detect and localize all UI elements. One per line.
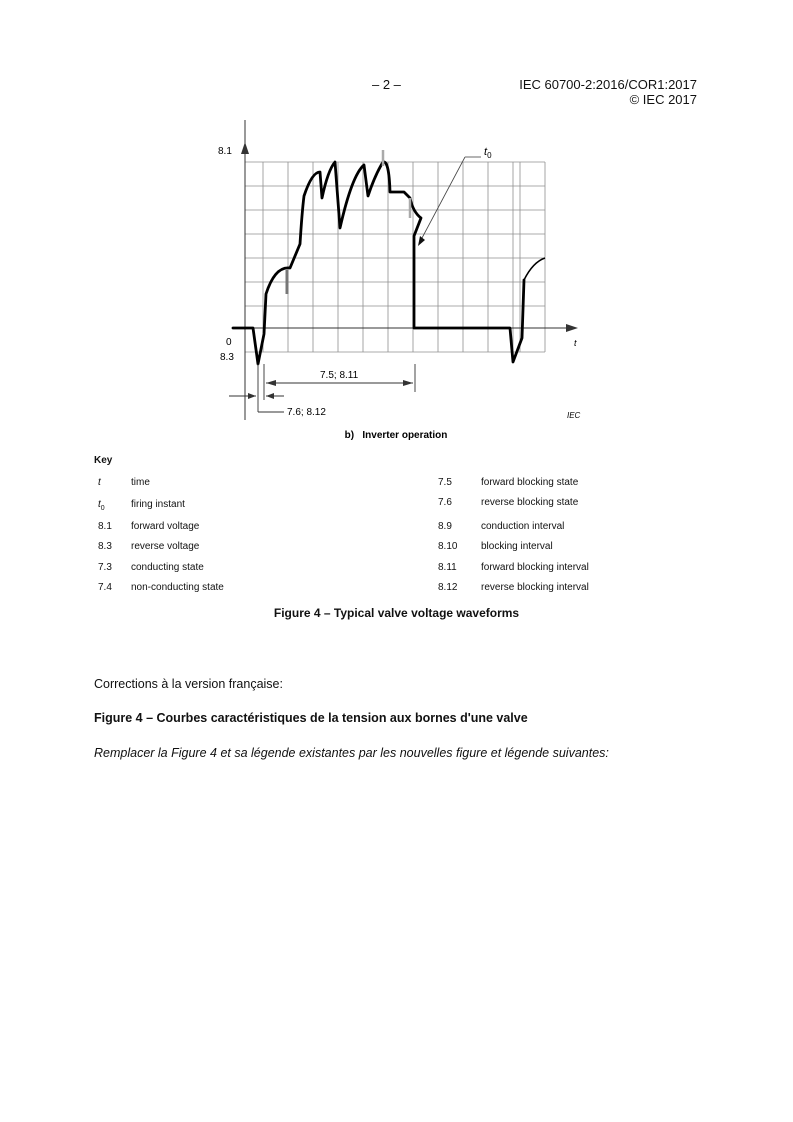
key-description: forward blocking interval bbox=[481, 562, 589, 573]
key-item bbox=[131, 476, 150, 490]
key-description: firing instant bbox=[131, 499, 185, 510]
key-description: forward voltage bbox=[131, 521, 200, 532]
key-item bbox=[481, 476, 578, 490]
key-item bbox=[438, 540, 457, 554]
reverse-interval-label: 7.6; 8.12 bbox=[287, 407, 326, 418]
key-item bbox=[131, 498, 185, 512]
figure-caption: Figure 4 – Typical valve voltage waveforms bbox=[273, 606, 520, 620]
key-description: conduction interval bbox=[481, 521, 565, 532]
forward-interval-label: 7.5; 8.11 bbox=[320, 370, 359, 381]
key-item bbox=[438, 561, 457, 575]
key-symbol: t bbox=[98, 499, 101, 510]
key-item bbox=[98, 520, 112, 534]
t0-symbol: t bbox=[484, 146, 488, 158]
figure-axes bbox=[232, 120, 578, 420]
key-item bbox=[481, 561, 589, 575]
t0-label bbox=[484, 146, 492, 160]
key-description: reverse blocking interval bbox=[481, 582, 589, 593]
french-figure-title: Figure 4 – Courbes caractéristiques de la tension aux bornes d'une valve bbox=[94, 711, 528, 725]
key-item bbox=[131, 520, 199, 534]
key-item bbox=[438, 476, 452, 490]
key-symbol: 8.3 bbox=[98, 541, 112, 552]
key-item bbox=[98, 581, 112, 595]
figure-subcaption: b) Inverter operation bbox=[344, 430, 448, 441]
key-item bbox=[438, 520, 452, 534]
key-symbol: 7.5 bbox=[438, 477, 452, 488]
key-item bbox=[481, 540, 553, 554]
page-number: – 2 – bbox=[372, 77, 401, 92]
key-description: time bbox=[131, 477, 150, 488]
key-description: non-conducting state bbox=[131, 582, 224, 593]
key-symbol: 8.12 bbox=[438, 582, 458, 593]
key-title: Key bbox=[94, 455, 113, 466]
copyright-notice: © IEC 2017 bbox=[629, 92, 697, 107]
standard-reference: IEC 60700-2:2016/COR1:2017 bbox=[519, 77, 697, 92]
zero-label: 0 bbox=[226, 337, 232, 348]
y-bottom-label: 8.3 bbox=[220, 352, 234, 363]
key-description: blocking interval bbox=[481, 541, 553, 552]
key-description: reverse blocking state bbox=[481, 497, 579, 508]
voltage-waveform bbox=[233, 150, 545, 364]
key-item bbox=[98, 540, 112, 554]
key-item bbox=[131, 561, 204, 575]
key-symbol: 7.6 bbox=[438, 497, 452, 508]
french-corrections-intro: Corrections à la version française: bbox=[94, 677, 283, 691]
key-item bbox=[131, 540, 199, 554]
key-item bbox=[131, 581, 224, 595]
french-instruction: Remplacer la Figure 4 et sa légende existantes par les nouvelles figure et légende suivantes: bbox=[94, 746, 609, 760]
key-item bbox=[481, 581, 589, 595]
key-symbol: 8.11 bbox=[438, 562, 457, 573]
key-description: forward blocking state bbox=[481, 477, 579, 488]
firing-instant-marker bbox=[418, 157, 481, 246]
key-symbol: 8.9 bbox=[438, 521, 452, 532]
key-item bbox=[98, 498, 105, 512]
key-item bbox=[98, 561, 112, 575]
waveform-figure bbox=[0, 0, 793, 445]
key-symbol-subscript: 0 bbox=[100, 505, 105, 512]
key-item bbox=[481, 520, 564, 534]
key-description: conducting state bbox=[131, 562, 204, 573]
key-symbol: 8.10 bbox=[438, 541, 458, 552]
key-symbol: t bbox=[98, 477, 101, 488]
key-item bbox=[438, 581, 457, 595]
key-symbol: 8.1 bbox=[98, 521, 112, 532]
figure-grid bbox=[245, 162, 545, 352]
key-symbol: 7.4 bbox=[98, 582, 112, 593]
t0-subscript: 0 bbox=[487, 151, 492, 160]
key-symbol: 7.3 bbox=[98, 562, 112, 573]
key-item bbox=[438, 496, 452, 510]
t-axis-label: t bbox=[574, 338, 577, 348]
y-top-label: 8.1 bbox=[218, 146, 232, 157]
key-item bbox=[481, 496, 578, 510]
iec-mark: IEC bbox=[567, 411, 581, 420]
key-description: reverse voltage bbox=[131, 541, 200, 552]
